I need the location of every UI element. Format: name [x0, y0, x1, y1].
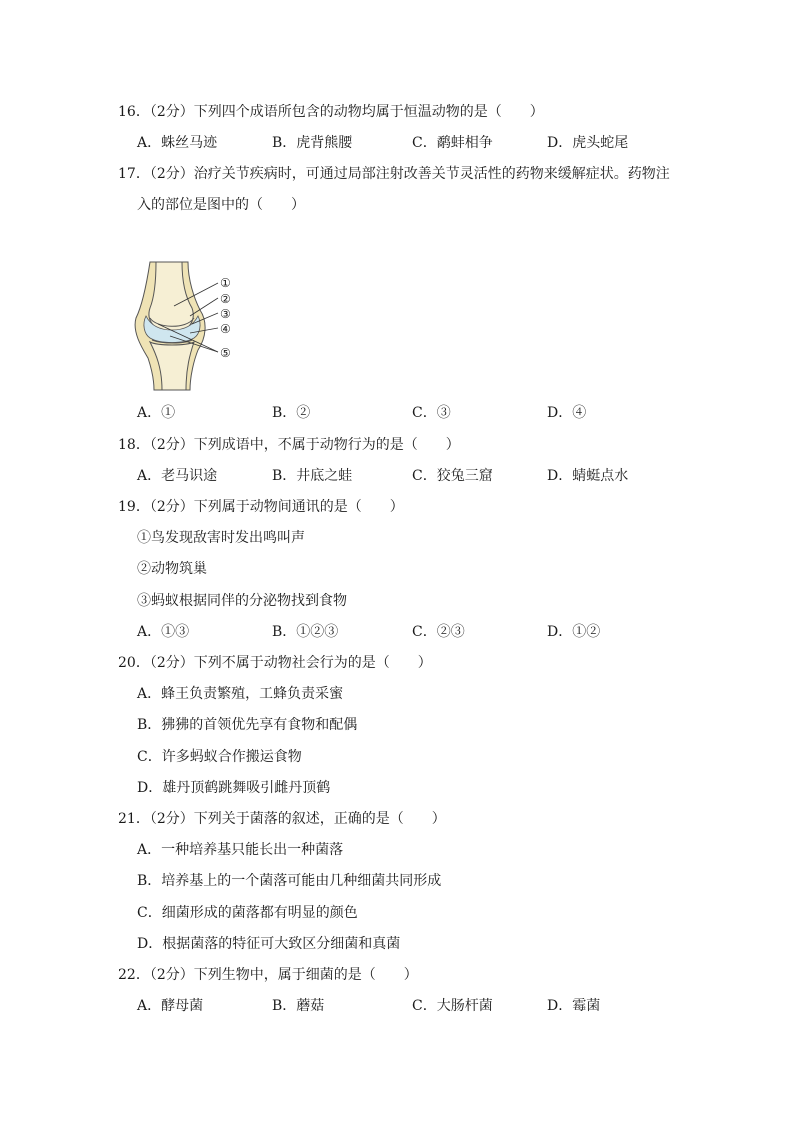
question-19-stem: 19．（2分）下列属于动物间通讯的是（ ）: [118, 499, 404, 515]
q17-option-c: C．③: [412, 405, 451, 421]
q22-option-d: D．霉菌: [547, 998, 601, 1014]
figure-label-3: ③: [220, 307, 231, 321]
figure-label-1: ①: [220, 276, 231, 290]
q17-option-a: A．①: [137, 405, 176, 421]
knee-joint-diagram: [128, 258, 248, 392]
q18-option-d: D．蜻蜓点水: [547, 468, 629, 484]
q19-option-a: A．①③: [137, 624, 190, 640]
q19-option-d: D．①②: [547, 624, 601, 640]
q17-option-d: D．④: [547, 405, 587, 421]
q20-option-a: A．蜂王负责繁殖，工蜂负责采蜜: [137, 686, 344, 702]
q21-option-a: A．一种培养基只能长出一种菌落: [137, 842, 344, 858]
q19-item-2: ②动物筑巢: [137, 561, 207, 577]
q19-item-3: ③蚂蚁根据同伴的分泌物找到食物: [137, 593, 347, 609]
question-21-stem: 21．（2分）下列关于菌落的叙述，正确的是（ ）: [118, 811, 446, 827]
q22-option-c: C．大肠杆菌: [412, 998, 493, 1014]
q21-option-d: D．根据菌落的特征可大致区分细菌和真菌: [137, 936, 401, 952]
q20-option-d: D．雄丹顶鹤跳舞吸引雌丹顶鹤: [137, 780, 331, 796]
question-18-stem: 18．（2分）下列成语中，不属于动物行为的是（ ）: [118, 437, 460, 453]
question-16-stem: 16．（2分）下列四个成语所包含的动物均属于恒温动物的是（ ）: [118, 104, 544, 120]
q16-option-d: D．虎头蛇尾: [547, 135, 629, 151]
question-17-stem-line2: 入的部位是图中的（ ）: [137, 197, 305, 213]
q19-item-1: ①鸟发现敌害时发出鸣叫声: [137, 530, 305, 546]
q16-option-a: A．蛛丝马迹: [137, 135, 218, 151]
q19-option-b: B．①②③: [272, 624, 339, 640]
q18-option-a: A．老马识途: [137, 468, 218, 484]
q22-option-b: B．蘑菇: [272, 998, 325, 1014]
question-20-stem: 20．（2分）下列不属于动物社会行为的是（ ）: [118, 655, 432, 671]
q20-option-b: B．狒狒的首领优先享有食物和配偶: [137, 717, 358, 733]
figure-label-5: ⑤: [220, 346, 231, 360]
q18-option-b: B．井底之蛙: [272, 468, 353, 484]
q20-option-c: C．许多蚂蚁合作搬运食物: [137, 749, 302, 765]
question-22-stem: 22．（2分）下列生物中，属于细菌的是（ ）: [118, 967, 418, 983]
q18-option-c: C．狡兔三窟: [412, 468, 493, 484]
question-17-stem-line1: 17．（2分）治疗关节疾病时，可通过局部注射改善关节灵活性的药物来缓解症状。药物注: [118, 166, 670, 182]
q16-option-b: B．虎背熊腰: [272, 135, 353, 151]
q16-option-c: C．鹬蚌相争: [412, 135, 493, 151]
q21-option-b: B．培养基上的一个菌落可能由几种细菌共同形成: [137, 873, 442, 889]
q17-option-b: B．②: [272, 405, 311, 421]
q19-option-c: C．②③: [412, 624, 465, 640]
q21-option-c: C．细菌形成的菌落都有明显的颜色: [137, 905, 358, 921]
figure-label-4: ④: [220, 322, 231, 336]
q22-option-a: A．酵母菌: [137, 998, 204, 1014]
figure-label-2: ②: [220, 292, 231, 306]
